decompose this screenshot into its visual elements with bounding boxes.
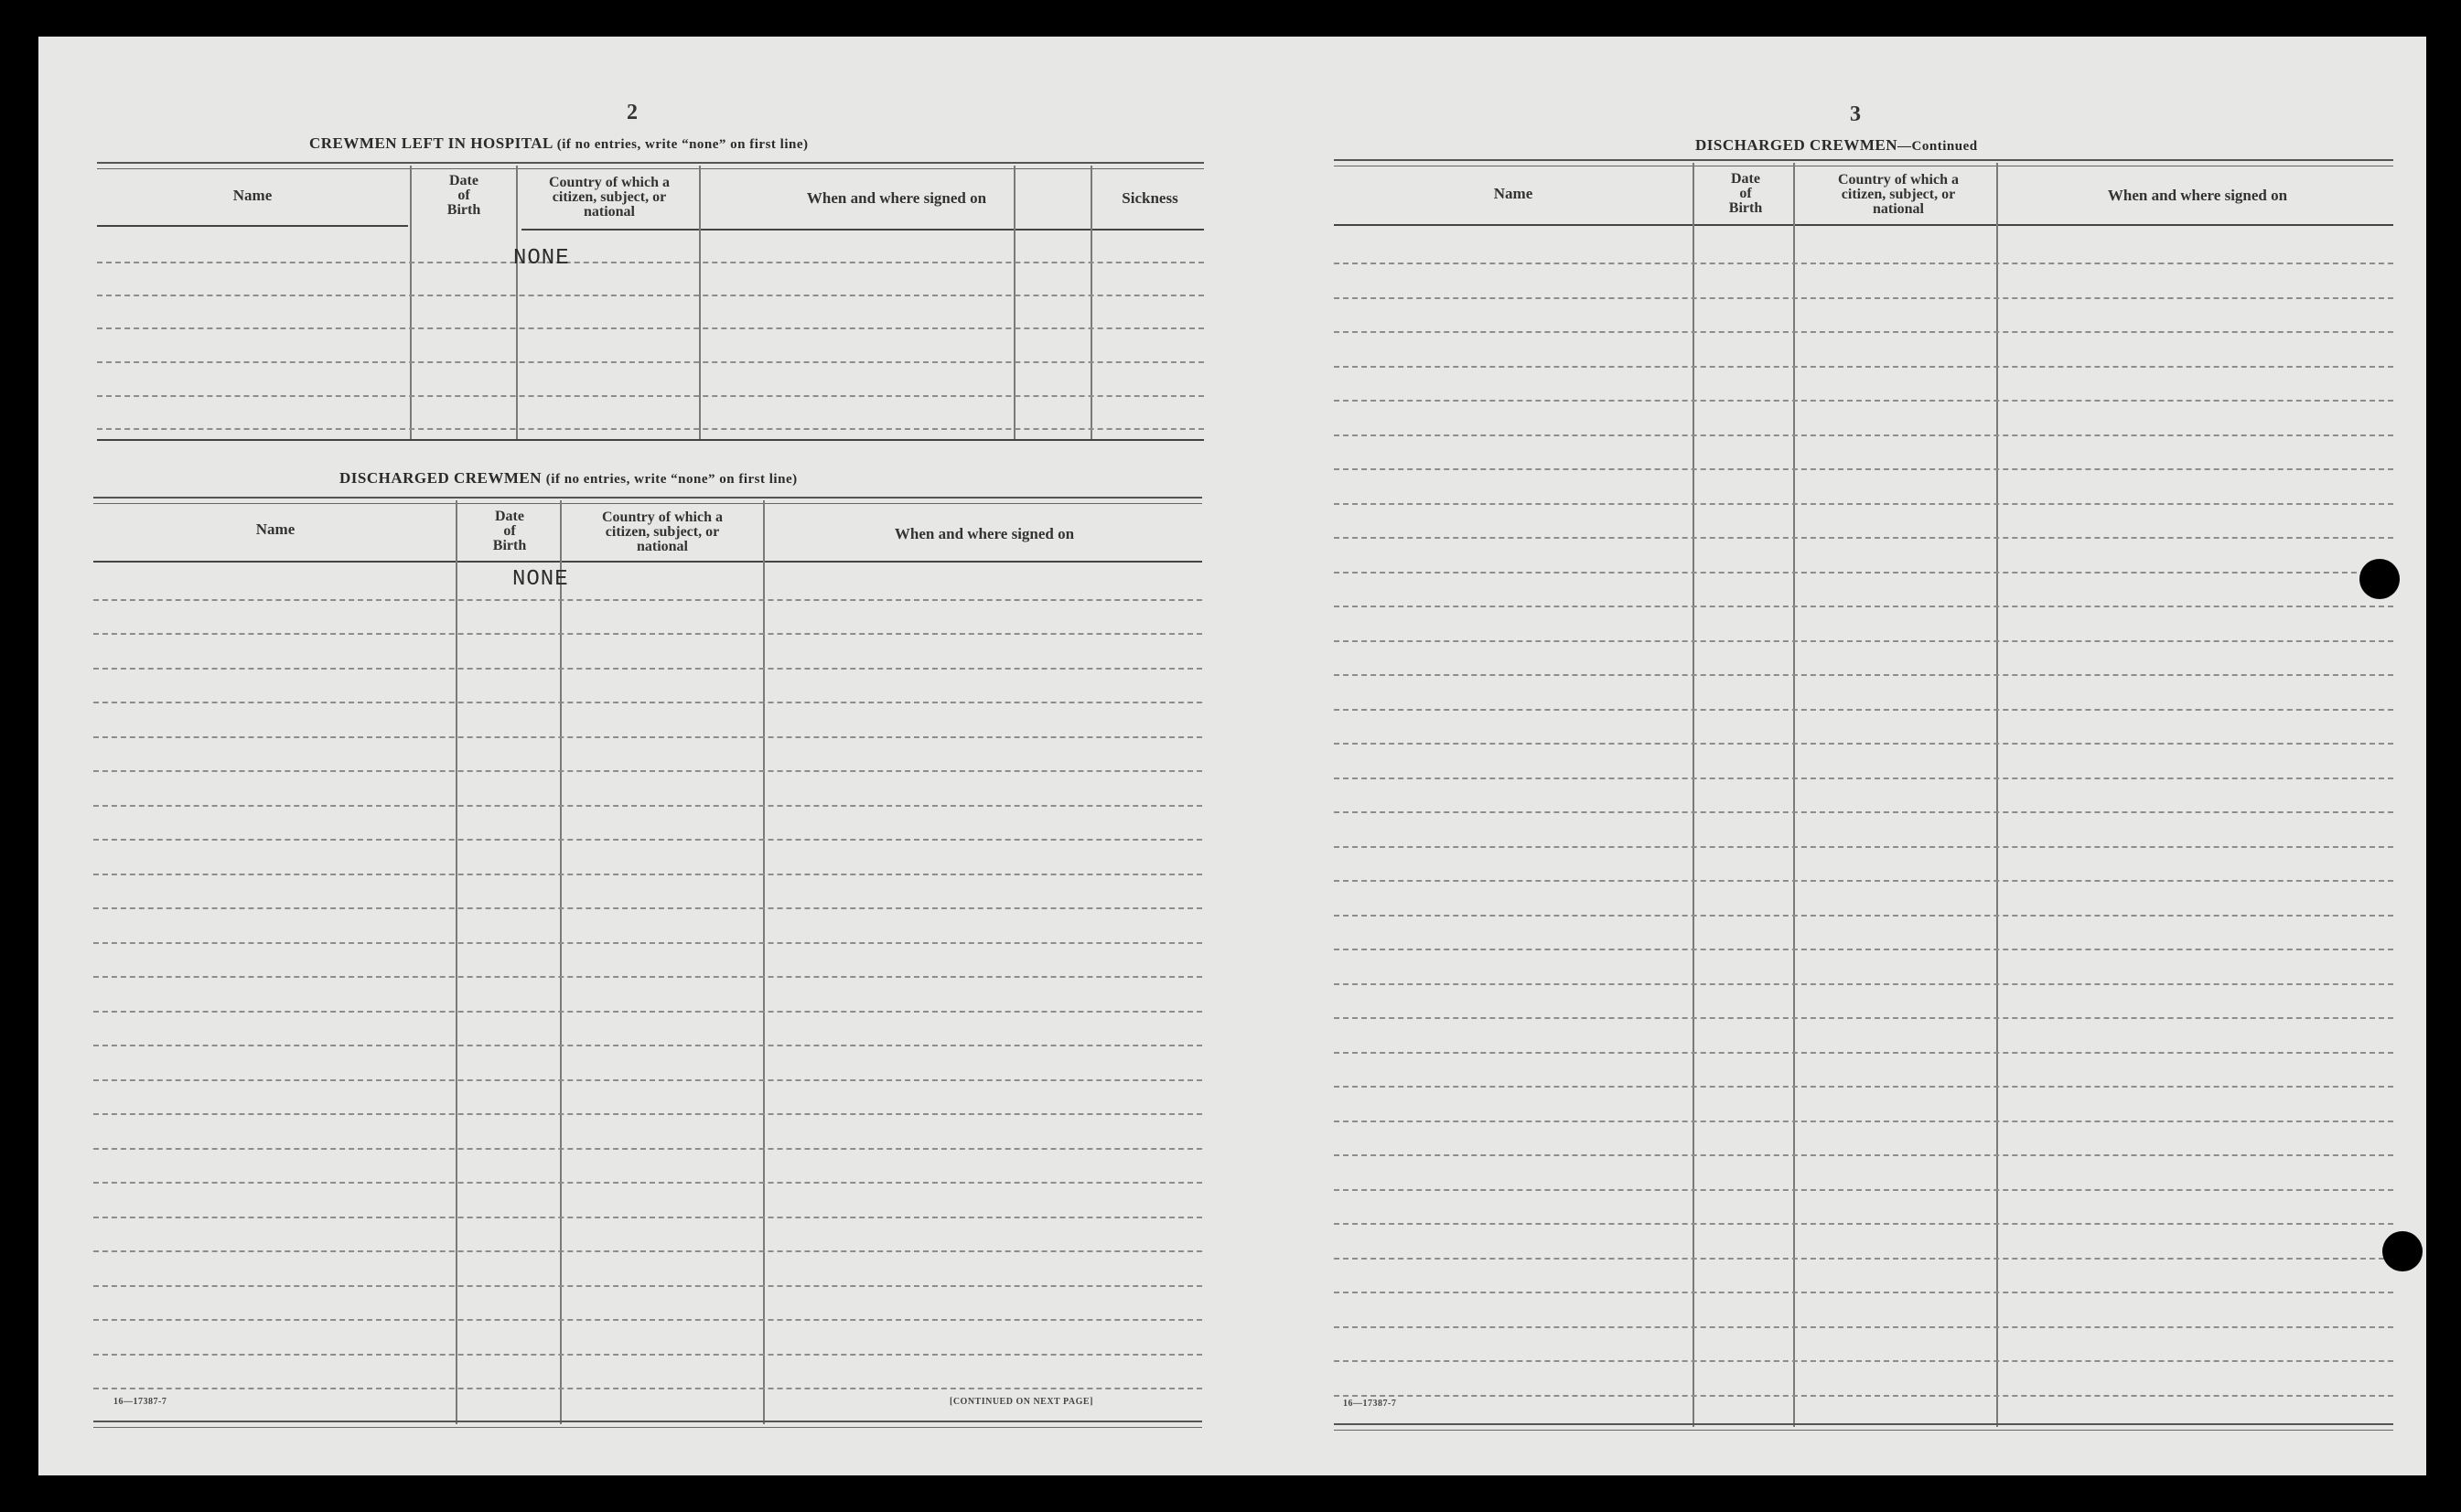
dob-line-1: Date [1731, 171, 1760, 187]
hospital-title-text: CREWMEN LEFT IN HOSPITAL [309, 134, 553, 152]
country-line-1: Country of which a [548, 175, 670, 190]
right-row-line [1334, 709, 2393, 711]
right-row-line [1334, 1360, 2393, 1362]
right-row-line [1334, 1121, 2393, 1122]
discharged-header-rule [93, 561, 1202, 563]
discharged-row-line [93, 1217, 1202, 1218]
right-row-line [1334, 1052, 2393, 1054]
discharged-row-line [93, 599, 1202, 601]
right-row-line [1334, 811, 2393, 813]
continued-note: [CONTINUED ON NEXT PAGE] [950, 1397, 1093, 1407]
discharged-section-title [339, 469, 798, 488]
country-line-3: national [583, 204, 635, 220]
right-header-when-where: When and where signed on [2107, 187, 2288, 204]
right-vline-2 [1793, 163, 1795, 1427]
form-number: 16—17387-7 [1343, 1399, 1397, 1409]
hospital-section-title [309, 134, 809, 153]
right-row-line [1334, 468, 2393, 470]
discharged-row-line [93, 805, 1202, 807]
discharged-row-line [93, 907, 1202, 909]
right-header-country [1799, 173, 1998, 217]
dob-line-2: of [1739, 186, 1752, 201]
form-sheet [38, 37, 2426, 1475]
right-row-line [1334, 1292, 2393, 1293]
right-row-line [1334, 606, 2393, 607]
dob-line-1: Date [495, 509, 524, 524]
right-row-line [1334, 537, 2393, 539]
country-line-3: national [636, 539, 688, 554]
right-title-text: DISCHARGED CREWMEN [1695, 136, 1898, 154]
discharged-row-line [93, 736, 1202, 738]
discharged-header-dob [459, 509, 560, 553]
hospital-vline-2 [516, 166, 518, 439]
discharged-row-line [93, 839, 1202, 841]
discharged-top-rule [93, 497, 1202, 504]
right-row-line [1334, 297, 2393, 299]
hospital-entry-none: NONE [513, 246, 570, 271]
right-page [1228, 37, 2426, 1475]
right-vline-3 [1996, 163, 1998, 1427]
dob-line-3: Birth [1728, 200, 1763, 216]
form-number: 16—17387-7 [113, 1397, 167, 1407]
discharged-bottom-rule [93, 1421, 1202, 1428]
right-title-continued: —Continued [1897, 139, 1978, 154]
right-row-line [1334, 640, 2393, 642]
discharged-row-line [93, 1319, 1202, 1321]
discharged-row-line [93, 668, 1202, 670]
discharged-row-line [93, 1079, 1202, 1081]
hospital-header-dob [414, 174, 514, 218]
discharged-header-country [565, 510, 759, 554]
discharged-row-line [93, 702, 1202, 703]
right-header-name: Name [1493, 185, 1533, 202]
dob-line-3: Birth [492, 538, 527, 553]
right-row-line [1334, 915, 2393, 917]
right-row-line [1334, 331, 2393, 333]
right-header-rule [1334, 224, 2393, 226]
hospital-vline-1 [410, 166, 412, 439]
right-header-dob [1696, 172, 1795, 216]
discharged-row-line [93, 633, 1202, 635]
discharged-title-text: DISCHARGED CREWMEN [339, 469, 543, 487]
dob-line-1: Date [449, 173, 478, 188]
right-section-title [1695, 136, 1978, 155]
right-row-line [1334, 1395, 2393, 1397]
country-line-2: citizen, subject, or [552, 189, 667, 205]
right-row-line [1334, 983, 2393, 985]
discharged-row-line [93, 1182, 1202, 1184]
hospital-header-rule-name [97, 225, 408, 227]
right-vline-1 [1693, 163, 1694, 1427]
right-row-line [1334, 572, 2393, 574]
country-line-3: national [1872, 201, 1924, 217]
hospital-vline-5 [1091, 166, 1092, 439]
page-number: 3 [1850, 102, 1861, 126]
left-page [38, 37, 1228, 1475]
country-line-1: Country of which a [601, 509, 723, 525]
right-row-line [1334, 1223, 2393, 1225]
discharged-row-line [93, 1285, 1202, 1287]
right-row-line [1334, 503, 2393, 505]
right-row-line [1334, 400, 2393, 402]
discharged-row-line [93, 1354, 1202, 1356]
hospital-header-when-where: When and where signed on [806, 189, 987, 207]
page-number: 2 [627, 101, 638, 124]
hospital-row-line [97, 262, 1204, 263]
punch-hole-bottom [2382, 1231, 2423, 1271]
dob-line-2: of [457, 188, 470, 203]
right-top-rule [1334, 159, 2393, 166]
right-row-line [1334, 949, 2393, 950]
hospital-header-name: Name [232, 187, 273, 204]
discharged-row-line [93, 942, 1202, 944]
discharged-row-line [93, 1011, 1202, 1013]
discharged-row-line [93, 770, 1202, 772]
discharged-row-line [93, 1148, 1202, 1150]
right-row-line [1334, 1189, 2393, 1191]
punch-hole-top [2359, 559, 2400, 599]
discharged-title-note: (if no entries, write “none” on first line) [545, 472, 798, 487]
right-bottom-rule [1334, 1423, 2393, 1431]
hospital-top-rule [97, 162, 1204, 169]
hospital-row-line [97, 295, 1204, 296]
hospital-row-line [97, 327, 1204, 329]
right-row-line [1334, 743, 2393, 745]
hospital-row-line [97, 428, 1204, 430]
dob-line-2: of [503, 523, 516, 539]
hospital-vline-3 [699, 166, 701, 439]
hospital-vline-4 [1014, 166, 1016, 439]
right-row-line [1334, 263, 2393, 264]
hospital-title-note: (if no entries, write “none” on first line) [556, 137, 809, 152]
hospital-row-line [97, 395, 1204, 397]
hospital-header-country [518, 176, 701, 220]
right-row-line [1334, 1154, 2393, 1156]
right-row-line [1334, 674, 2393, 676]
right-row-line [1334, 1258, 2393, 1260]
discharged-header-when-where: When and where signed on [894, 525, 1075, 542]
hospital-row-line [97, 361, 1204, 363]
country-line-1: Country of which a [1837, 172, 1959, 188]
country-line-2: citizen, subject, or [605, 524, 720, 540]
right-row-line [1334, 366, 2393, 368]
right-row-line [1334, 1017, 2393, 1019]
hospital-header-sickness: Sickness [1122, 189, 1178, 207]
discharged-row-line [93, 1045, 1202, 1046]
discharged-row-line [93, 1113, 1202, 1115]
discharged-row-line [93, 874, 1202, 875]
discharged-entry-none: NONE [512, 567, 569, 592]
discharged-row-line [93, 1250, 1202, 1252]
hospital-bottom-rule [97, 439, 1204, 441]
right-row-line [1334, 880, 2393, 882]
right-row-line [1334, 1086, 2393, 1088]
discharged-row-line [93, 976, 1202, 978]
right-row-line [1334, 846, 2393, 848]
dob-line-3: Birth [446, 202, 481, 218]
discharged-row-line [93, 1388, 1202, 1389]
hospital-header-rule-rest [521, 229, 1204, 231]
country-line-2: citizen, subject, or [1841, 187, 1956, 202]
right-row-line [1334, 1326, 2393, 1328]
discharged-header-name: Name [255, 520, 296, 538]
right-row-line [1334, 777, 2393, 779]
right-row-line [1334, 434, 2393, 436]
